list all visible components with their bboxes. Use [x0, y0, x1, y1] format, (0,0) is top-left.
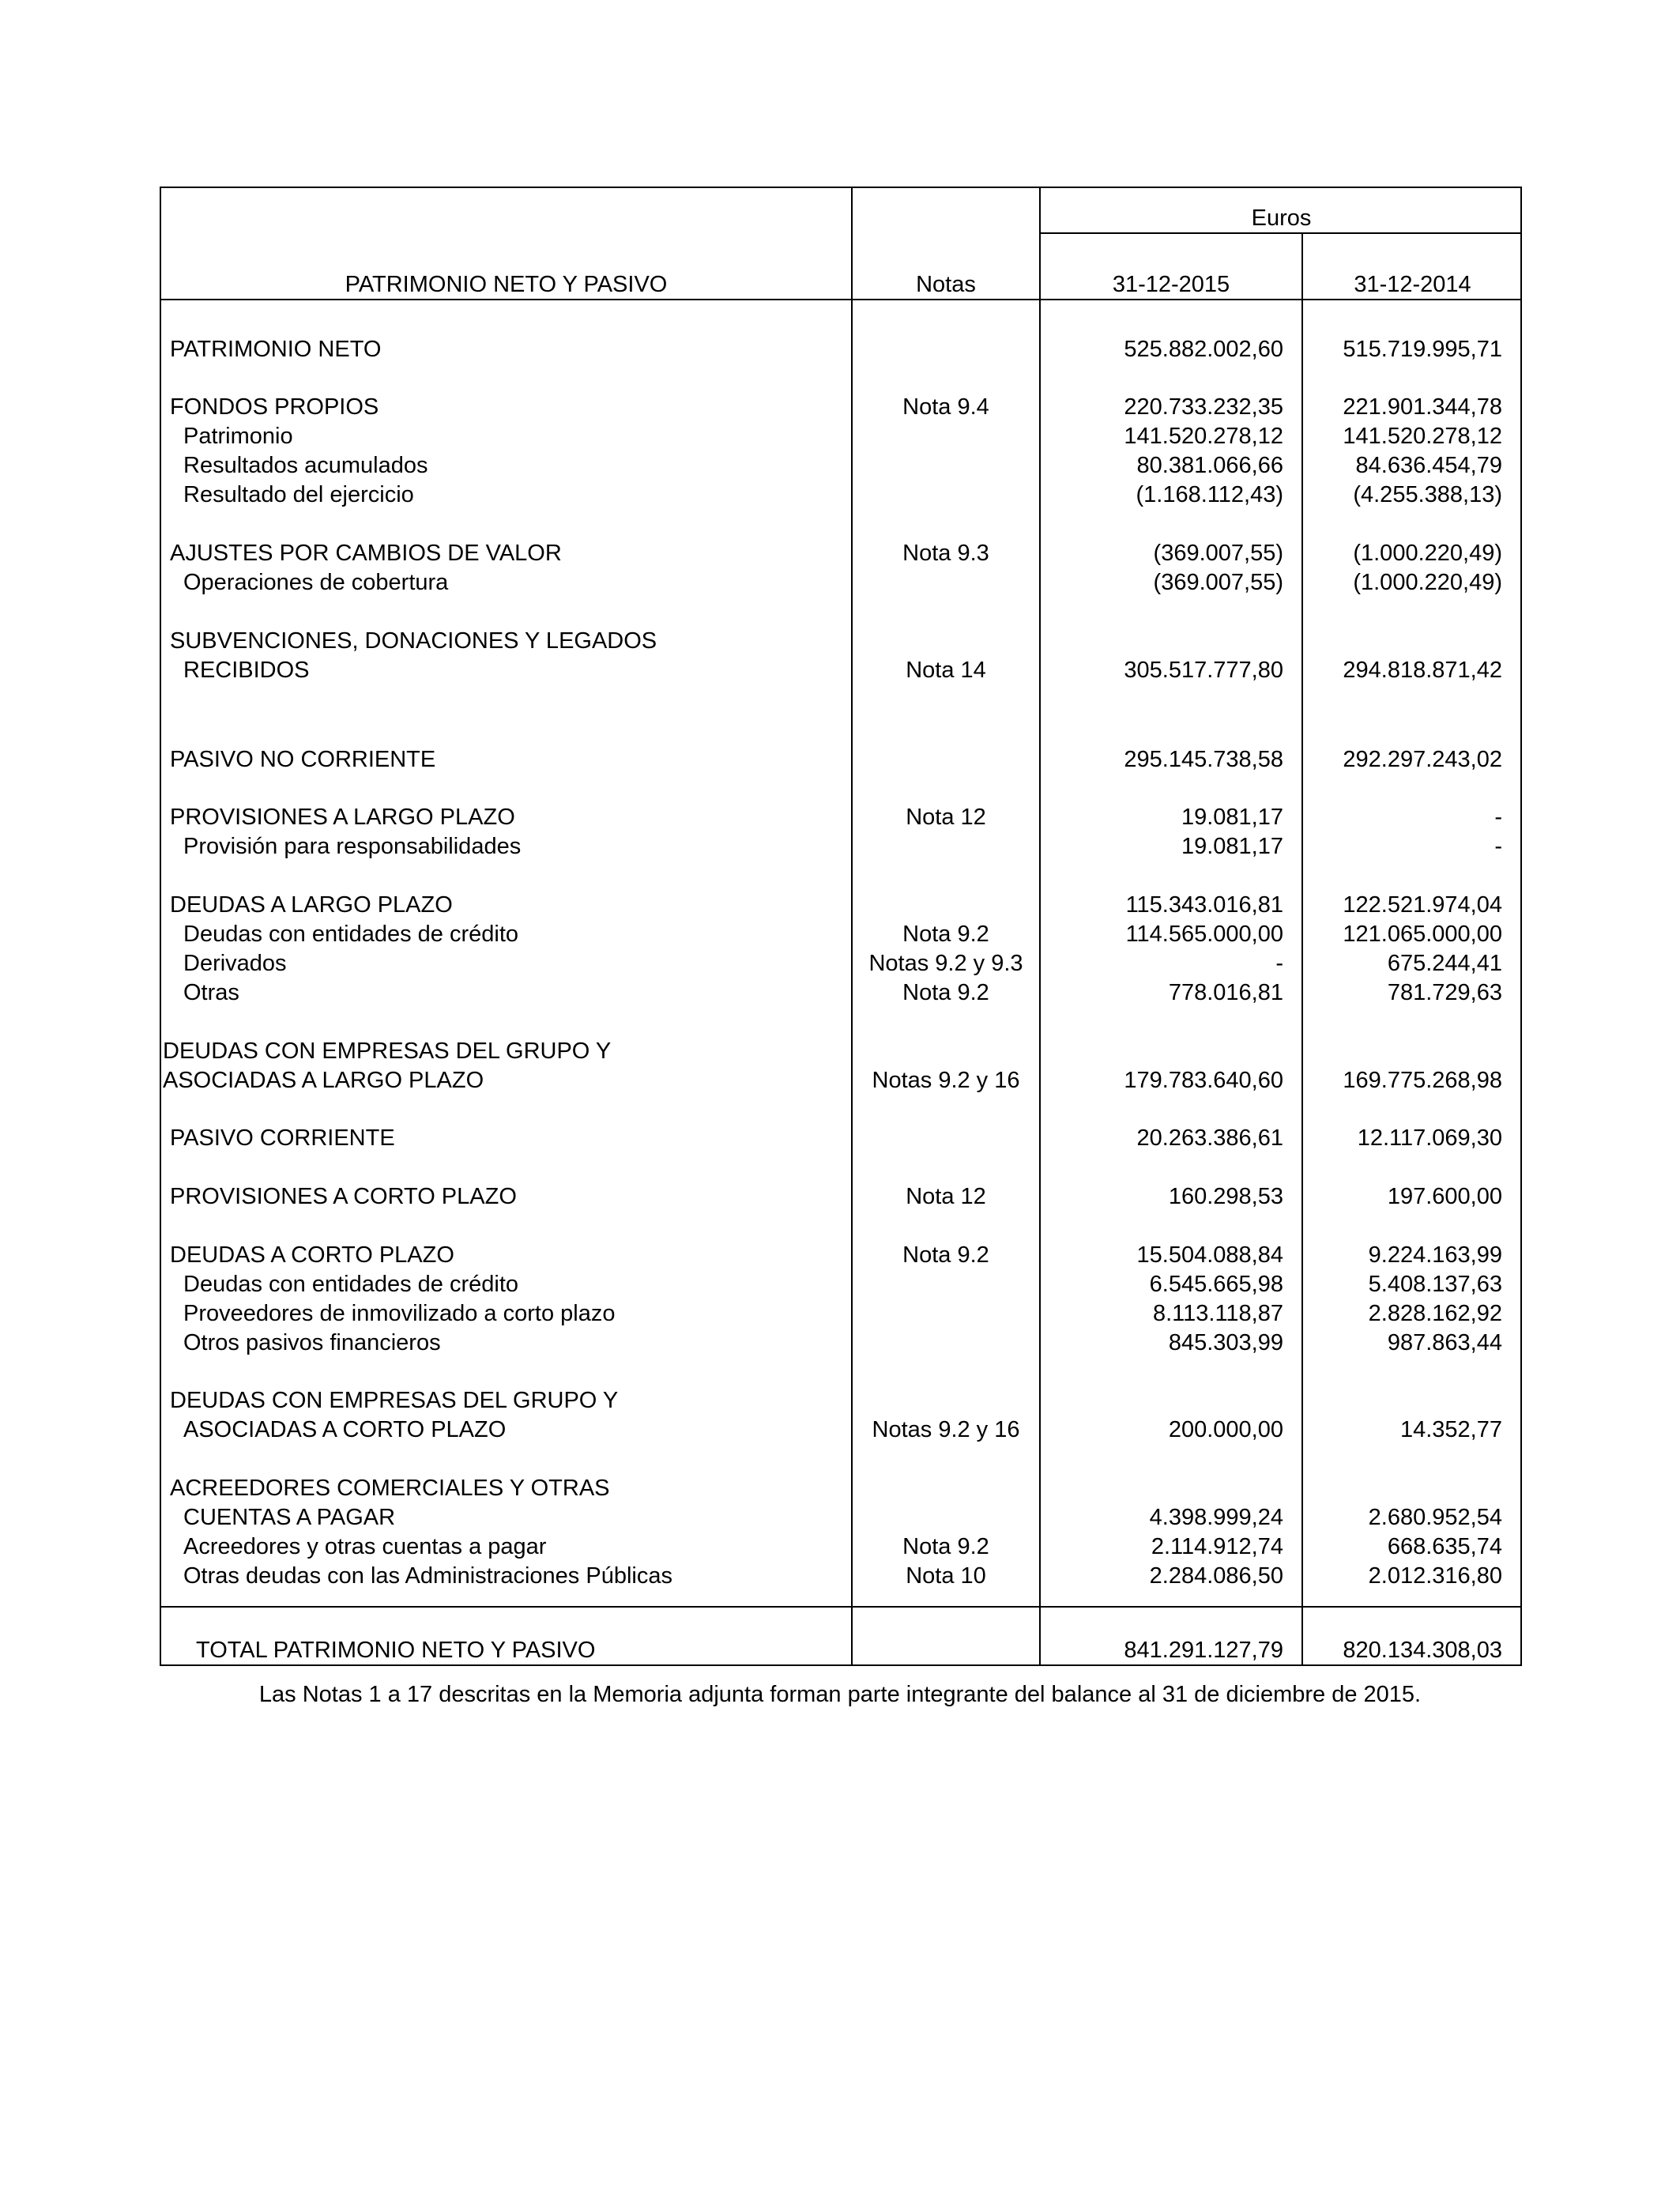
row-2014: 675.244,41: [1387, 951, 1502, 976]
row-2015: 8.113.118,87: [1152, 1301, 1283, 1326]
row-2015: 20.263.386,61: [1136, 1125, 1283, 1151]
row-2015: 19.081,17: [1181, 834, 1283, 859]
row-label: Deudas con entidades de crédito: [183, 1272, 519, 1297]
row-nota: Nota 9.2: [902, 1242, 989, 1268]
row-label: Resultados acumulados: [183, 453, 428, 478]
row-nota: Nota 9.2: [902, 1534, 989, 1559]
row-2014: -: [1494, 834, 1502, 859]
row-nota: Nota 9.4: [902, 394, 989, 420]
row-label: Operaciones de cobertura: [183, 570, 449, 595]
header-2014: 31-12-2014: [1354, 272, 1471, 297]
header-title: PATRIMONIO NETO Y PASIVO: [345, 272, 668, 297]
row-2014: 5.408.137,63: [1368, 1272, 1502, 1297]
row-nota: Nota 12: [906, 805, 986, 830]
row-2014: (1.000.220,49): [1353, 570, 1502, 595]
row-2015: 295.145.738,58: [1124, 747, 1283, 772]
row-2014: 197.600,00: [1387, 1184, 1502, 1209]
row-2014: 221.901.344,78: [1343, 394, 1502, 420]
row-2014: 294.818.871,42: [1343, 658, 1502, 683]
row-2015: 6.545.665,98: [1149, 1272, 1283, 1297]
row-label: AJUSTES POR CAMBIOS DE VALOR: [170, 541, 562, 566]
row-nota: Nota 9.2: [902, 980, 989, 1005]
total-top-line: [160, 1606, 1522, 1608]
row-2015: 220.733.232,35: [1124, 394, 1283, 420]
row-2015: 305.517.777,80: [1124, 658, 1283, 683]
row-2015: 200.000,00: [1168, 1417, 1283, 1442]
row-2015: 19.081,17: [1181, 805, 1283, 830]
row-2015: 160.298,53: [1168, 1184, 1283, 1209]
row-2015: 115.343.016,81: [1125, 892, 1283, 918]
row-label: ASOCIADAS A CORTO PLAZO: [183, 1417, 507, 1442]
row-label: ACREEDORES COMERCIALES Y OTRAS: [170, 1476, 610, 1501]
row-2015: 179.783.640,60: [1124, 1068, 1283, 1093]
row-2014: 122.521.974,04: [1343, 892, 1502, 918]
row-label: DEUDAS A LARGO PLAZO: [170, 892, 453, 918]
row-label: Resultado del ejercicio: [183, 482, 414, 507]
row-label: Deudas con entidades de crédito: [183, 922, 519, 947]
row-nota: Nota 12: [906, 1184, 986, 1209]
row-2015: -: [1275, 951, 1283, 976]
row-nota: Nota 14: [906, 658, 986, 683]
row-label: DEUDAS A CORTO PLAZO: [170, 1242, 454, 1268]
row-2014: (1.000.220,49): [1353, 541, 1502, 566]
row-2015: 80.381.066,66: [1136, 453, 1283, 478]
header-notes: Notas: [916, 272, 976, 297]
row-2015: 2.114.912,74: [1151, 1534, 1283, 1559]
row-label: PASIVO NO CORRIENTE: [170, 747, 436, 772]
row-label: Otros pasivos financieros: [183, 1330, 441, 1355]
row-label: Otras: [183, 980, 239, 1005]
row-2014: 2.680.952,54: [1368, 1505, 1502, 1530]
row-label: Derivados: [183, 951, 287, 976]
row-nota: Notas 9.2 y 16: [872, 1417, 1020, 1442]
row-label: Otras deudas con las Administraciones Públicas: [183, 1563, 672, 1589]
euros-underline: [1039, 232, 1522, 234]
row-label: FONDOS PROPIOS: [170, 394, 379, 420]
row-nota: Notas 9.2 y 9.3: [868, 951, 1023, 976]
row-2014: 781.729,63: [1387, 980, 1502, 1005]
footnote: Las Notas 1 a 17 descritas en la Memoria adjunta forman parte integrante del balance al 31 de diciembre de 2015.: [258, 1682, 1422, 1707]
row-nota: Notas 9.2 y 16: [872, 1068, 1020, 1093]
row-2014: 515.719.995,71: [1343, 337, 1502, 362]
row-label: Acreedores y otras cuentas a pagar: [183, 1534, 547, 1559]
row-label: SUBVENCIONES, DONACIONES Y LEGADOS: [170, 628, 657, 654]
row-2014: 169.775.268,98: [1343, 1068, 1502, 1093]
row-label: ASOCIADAS A LARGO PLAZO: [163, 1068, 484, 1093]
row-nota: Nota 10: [906, 1563, 986, 1589]
row-2014: 14.352,77: [1399, 1417, 1502, 1442]
total-label: TOTAL PATRIMONIO NETO Y PASIVO: [196, 1638, 596, 1663]
row-nota: Nota 9.3: [902, 541, 989, 566]
row-label: Provisión para responsabilidades: [183, 834, 522, 859]
row-2014: 668.635,74: [1387, 1534, 1502, 1559]
header-currency: Euros: [1251, 205, 1312, 231]
row-nota: Nota 9.2: [902, 922, 989, 947]
header-bottom-line: [160, 299, 1522, 300]
row-2014: 141.520.278,12: [1343, 424, 1502, 449]
row-label: RECIBIDOS: [183, 658, 310, 683]
row-2015: 15.504.088,84: [1136, 1242, 1283, 1268]
row-2014: 2.012.316,80: [1368, 1563, 1502, 1589]
row-2014: 121.065.000,00: [1343, 922, 1502, 947]
row-label: CUENTAS A PAGAR: [183, 1505, 396, 1530]
row-2014: (4.255.388,13): [1353, 482, 1502, 507]
row-label: Proveedores de inmovilizado a corto plazo: [183, 1301, 616, 1326]
row-label: Patrimonio: [183, 424, 293, 449]
row-2015: 525.882.002,60: [1124, 337, 1283, 362]
row-2014: -: [1494, 805, 1502, 830]
row-label: DEUDAS CON EMPRESAS DEL GRUPO Y: [163, 1039, 612, 1064]
row-label: PROVISIONES A LARGO PLAZO: [170, 805, 515, 830]
row-2014: 987.863,44: [1387, 1330, 1502, 1355]
row-label: PROVISIONES A CORTO PLAZO: [170, 1184, 517, 1209]
row-2015: 778.016,81: [1168, 980, 1283, 1005]
row-2015: 141.520.278,12: [1124, 424, 1283, 449]
row-label: DEUDAS CON EMPRESAS DEL GRUPO Y: [170, 1388, 619, 1413]
header-2015: 31-12-2015: [1112, 272, 1230, 297]
row-2015: 114.565.000,00: [1125, 922, 1283, 947]
row-2014: 292.297.243,02: [1343, 747, 1502, 772]
total-2014: 820.134.308,03: [1343, 1638, 1502, 1663]
row-2014: 84.636.454,79: [1355, 453, 1502, 478]
row-2015: (1.168.112,43): [1136, 482, 1283, 507]
row-2014: 12.117.069,30: [1357, 1125, 1502, 1151]
row-2015: 2.284.086,50: [1149, 1563, 1283, 1589]
row-2015: (369.007,55): [1153, 541, 1283, 566]
total-2015: 841.291.127,79: [1124, 1638, 1283, 1663]
row-2014: 2.828.162,92: [1368, 1301, 1502, 1326]
row-2015: (369.007,55): [1153, 570, 1283, 595]
row-label: PATRIMONIO NETO: [170, 337, 382, 362]
row-2015: 4.398.999,24: [1149, 1505, 1283, 1530]
row-2015: 845.303,99: [1168, 1330, 1283, 1355]
row-2014: 9.224.163,99: [1368, 1242, 1502, 1268]
row-label: PASIVO CORRIENTE: [170, 1125, 395, 1151]
